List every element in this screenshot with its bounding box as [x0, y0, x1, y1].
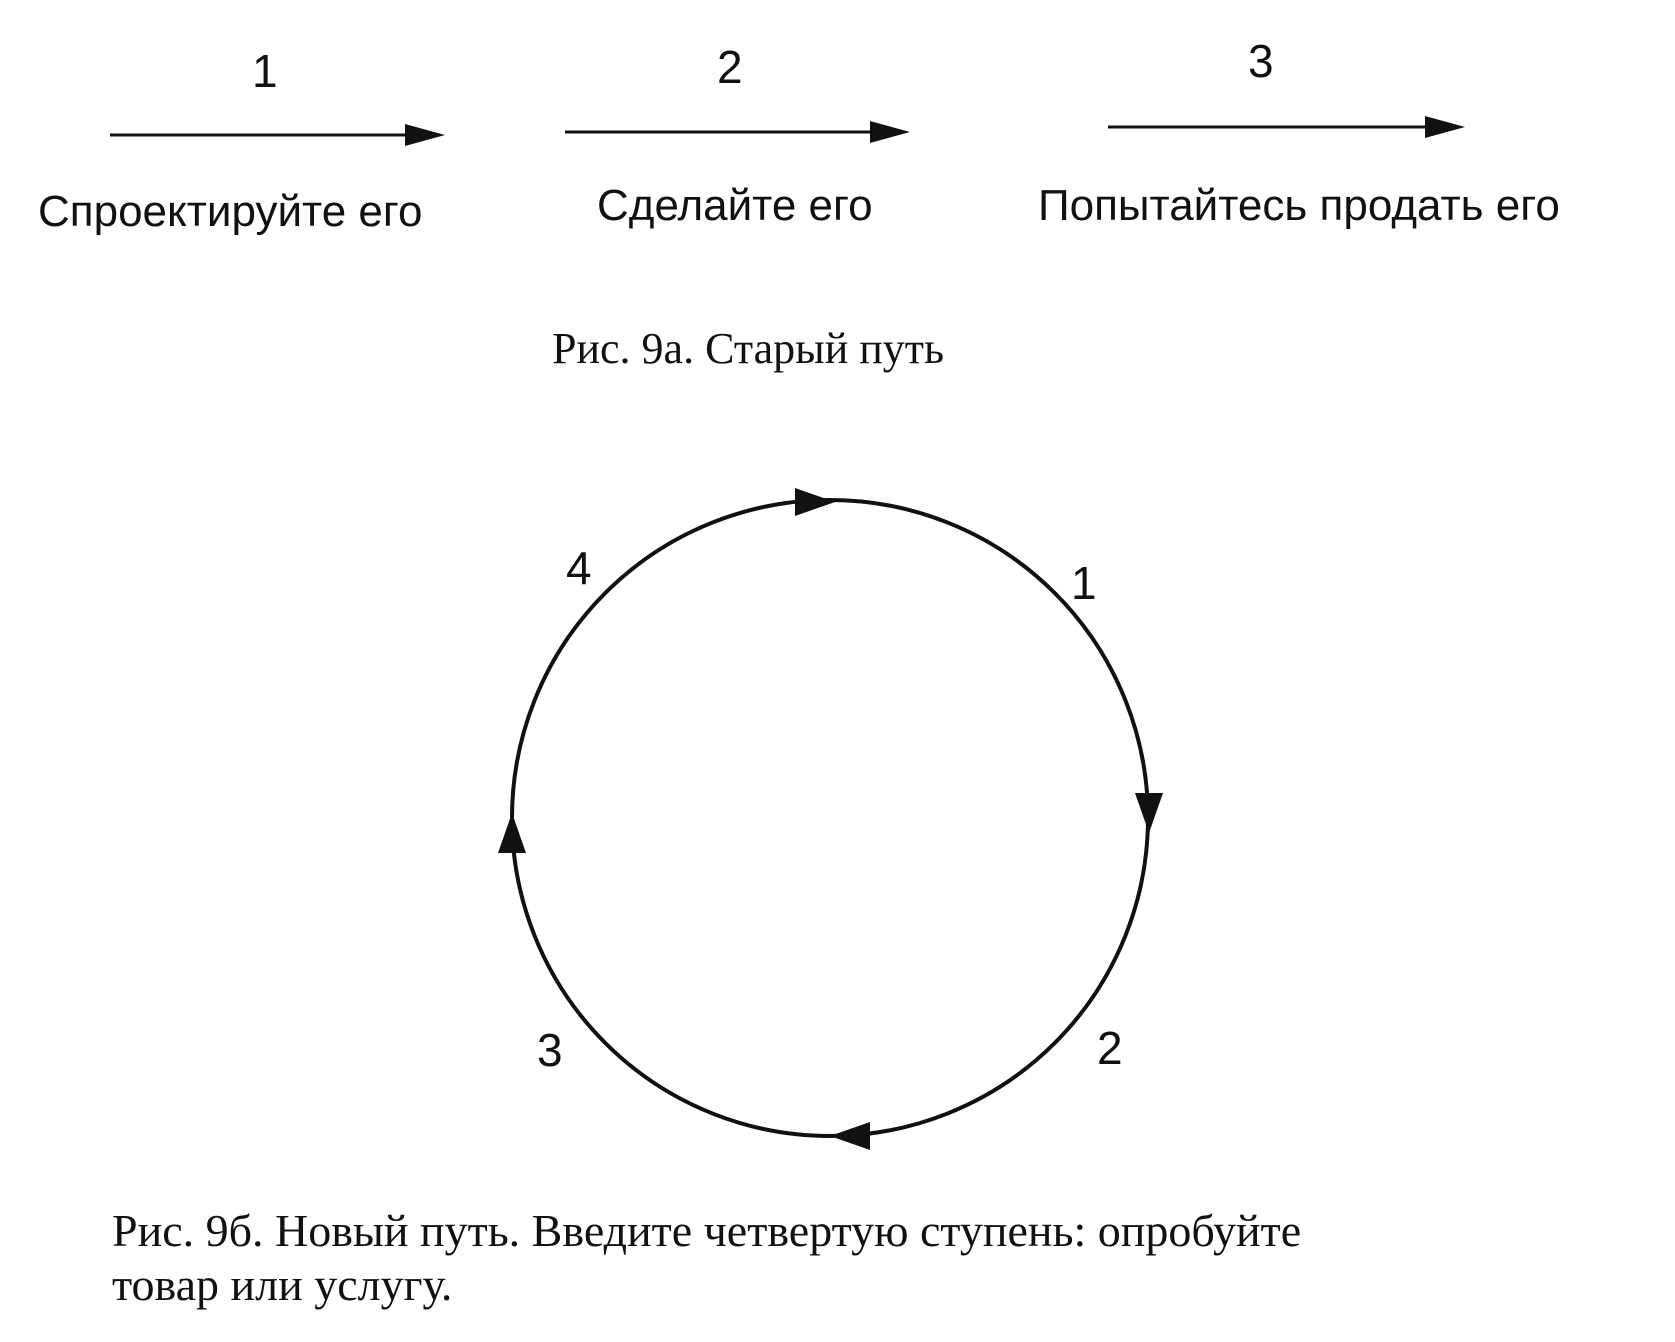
step-2-number: 2 [717, 41, 743, 93]
cycle-stage-4: 4 [566, 542, 592, 594]
cycle-stage-2: 2 [1097, 1022, 1123, 1074]
step-3-number: 3 [1248, 35, 1274, 87]
caption-old-path: Рис. 9а. Старый путь [552, 324, 945, 373]
step-1-number: 1 [252, 45, 278, 97]
cycle-arrow-right [1135, 793, 1163, 833]
step-2-label: Сделайте его [597, 181, 873, 230]
step-3-label: Попытайтесь продать его [1038, 181, 1560, 230]
cycle-arrow-left [498, 813, 526, 853]
caption-new-path-line-1: Рис. 9б. Новый путь. Введите четвертую ступень: опробуйте [112, 1205, 1302, 1256]
caption-new-path [112, 1204, 1612, 1313]
step-1-label: Спроектируйте его [38, 187, 423, 236]
caption-new-path-line-2: товар или услугу. [112, 1259, 453, 1311]
cycle-stage-1: 1 [1071, 557, 1097, 609]
cycle-stage-3: 3 [537, 1024, 563, 1076]
cycle-arrow-bottom [830, 1122, 870, 1150]
cycle-arrow-top [795, 488, 835, 516]
cycle-circle [512, 500, 1148, 1136]
